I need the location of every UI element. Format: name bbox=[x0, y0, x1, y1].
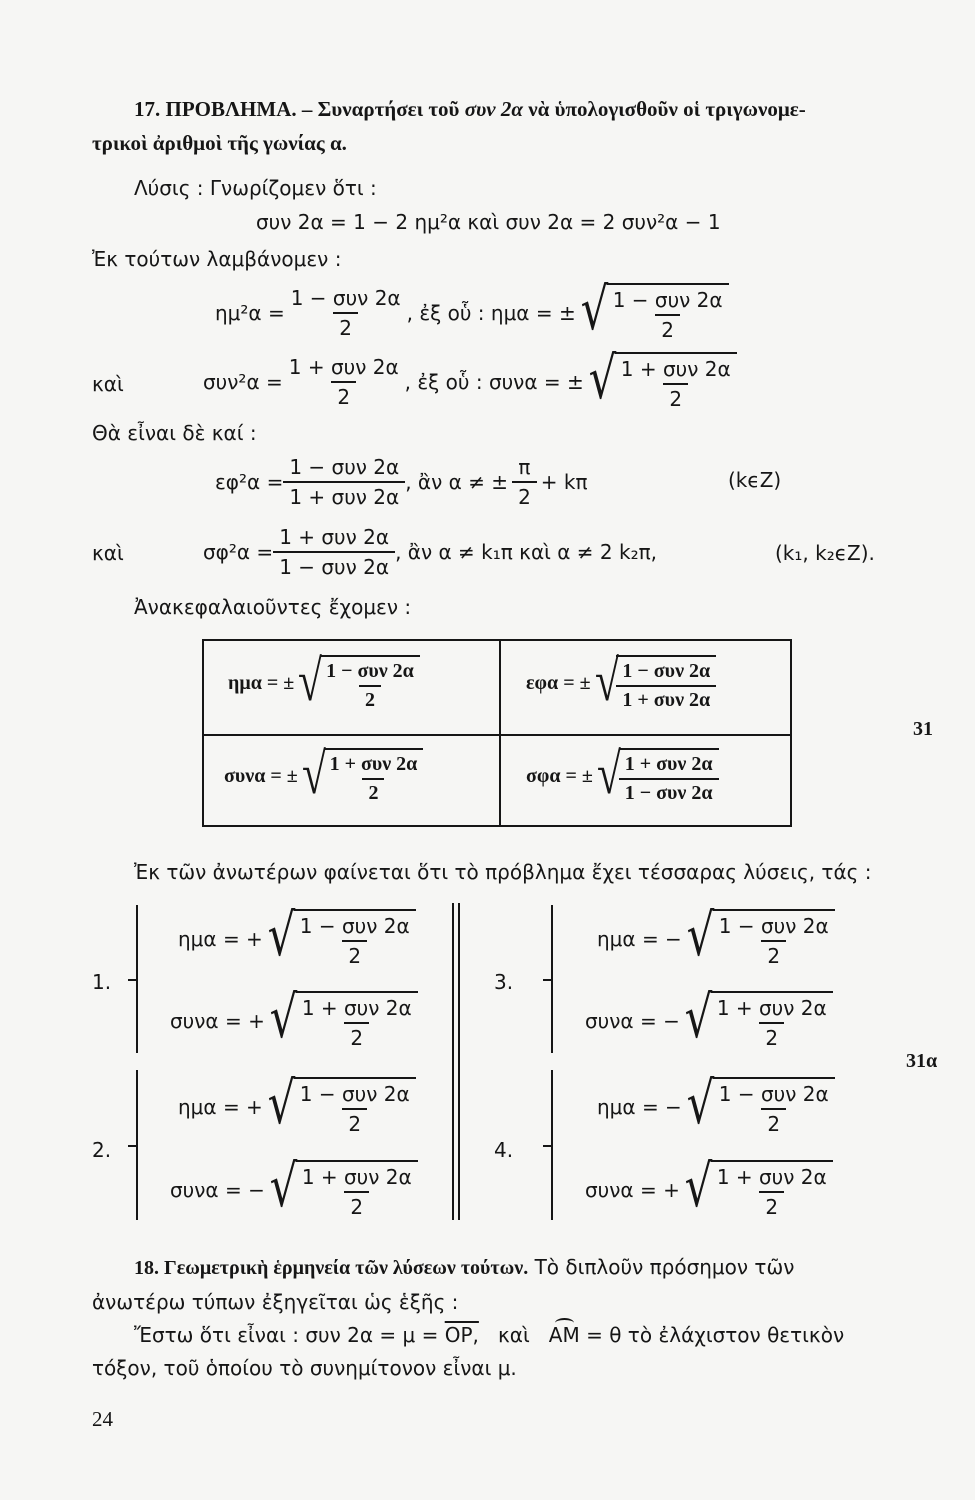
eq3-pi: π bbox=[518, 455, 531, 479]
case-lhs: ημα = − bbox=[597, 1094, 682, 1119]
case4-sin bbox=[597, 1069, 835, 1137]
eq3-denominator: 1 + συν 2α bbox=[283, 481, 405, 509]
equation-cot-squared bbox=[203, 525, 657, 579]
segment-op: OP, bbox=[444, 1323, 479, 1347]
arc-am bbox=[549, 1323, 580, 1347]
cell-lhs: σφα = ± bbox=[526, 765, 593, 787]
case-denominator: 2 bbox=[344, 1022, 369, 1050]
cell-numerator: 1 + συν 2α bbox=[624, 753, 713, 775]
cell-denominator: 2 bbox=[359, 685, 381, 712]
case3-sin bbox=[597, 901, 835, 969]
summary-intro: Ἀνακεφαλαιοῦντες ἔχομεν : bbox=[134, 595, 412, 619]
double-rule bbox=[452, 903, 454, 1220]
eq4-set: (k₁, k₂ϵZ). bbox=[775, 541, 875, 565]
section18-line2: ἀνωτέρω τύπων ἐξηγεῖται ὡς ἑξῆς : bbox=[92, 1290, 459, 1314]
brace-icon bbox=[136, 905, 146, 1053]
page-number: 24 bbox=[92, 1407, 113, 1431]
case-label: 3. bbox=[494, 970, 514, 994]
problem-heading bbox=[134, 97, 806, 122]
case-numerator: 1 + συν 2α bbox=[301, 996, 412, 1020]
double-rule bbox=[458, 903, 460, 1220]
table-divider bbox=[204, 734, 790, 736]
case-denominator: 2 bbox=[342, 940, 367, 968]
sqrt-icon: √ $\frac{\text{1 + συν 2α}}{2}$ bbox=[584, 352, 737, 411]
brace-icon bbox=[551, 905, 561, 1053]
case-lhs: ημα = + bbox=[178, 1094, 263, 1119]
eq2-numerator: 1 + συν 2α bbox=[288, 354, 399, 379]
arc-label: AM bbox=[548, 1323, 580, 1347]
equation-tan-squared bbox=[215, 455, 588, 509]
equation-number-31a: 31α bbox=[906, 1050, 938, 1072]
cell-lhs: εφα = ± bbox=[526, 672, 591, 694]
case-denominator: 2 bbox=[761, 1108, 786, 1136]
line3-c: = θ τὸ ἐλάχιστον θετικὸν bbox=[586, 1323, 845, 1347]
eq1-middle: , ἐξ οὗ : ημα = ± bbox=[406, 300, 576, 325]
brace-icon bbox=[551, 1070, 561, 1220]
case-numerator: 1 − συν 2α bbox=[299, 914, 410, 938]
case-denominator: 2 bbox=[344, 1191, 369, 1219]
eq1-numerator: 1 − συν 2α bbox=[290, 285, 401, 310]
equation-number-31: 31 bbox=[913, 718, 933, 740]
sqrt-icon: √ $\frac{\text{1 + συν 2α}}{2}$ bbox=[298, 748, 424, 805]
cell-lhs: συνα = ± bbox=[224, 765, 298, 787]
cell-numerator: 1 − συν 2α bbox=[622, 660, 711, 682]
equation-sin-squared bbox=[215, 275, 729, 343]
case-label: 1. bbox=[92, 970, 112, 994]
eq1-root-numerator: 1 − συν 2α bbox=[612, 288, 723, 312]
section18-heading bbox=[134, 1255, 794, 1280]
eq2-middle: , ἐξ οὗ : συνα = ± bbox=[404, 369, 584, 394]
sqrt-icon: √ $\frac{\text{1 − συν 2α}}{2}$ bbox=[263, 1077, 416, 1136]
sqrt-icon: √ $\frac{\text{1 + συν 2α}}{2}$ bbox=[680, 991, 833, 1050]
sqrt-icon: √ $\frac{\text{1 − συν 2α}}{2}$ bbox=[294, 655, 420, 712]
sqrt-icon: √ $\frac{\text{1 − συν 2α}}{2}$ bbox=[682, 909, 835, 968]
solutions-intro: Ἐκ τῶν ἀνωτέρων φαίνεται ὅτι τὸ πρόβλημα ἔχει τέσσαρας λύσεις, τάς : bbox=[134, 860, 872, 884]
problem-heading-rest: νὰ ὑπολογισθοῦν οἱ τριγωνομε- bbox=[528, 97, 806, 121]
case1-cos bbox=[170, 983, 418, 1051]
case-denominator: 2 bbox=[342, 1108, 367, 1136]
cell-lhs: ημα = ± bbox=[228, 672, 295, 694]
eq3-set: (kϵZ) bbox=[728, 468, 782, 492]
case-numerator: 1 − συν 2α bbox=[718, 914, 829, 938]
eq1-root-denominator: 2 bbox=[655, 314, 680, 342]
case-lhs: συνα = − bbox=[585, 1008, 680, 1033]
case2-sin bbox=[178, 1069, 416, 1137]
known-identities: συν 2α = 1 − 2 ημ²α καὶ συν 2α = 2 συν²α − 1 bbox=[256, 210, 721, 234]
problem-heading-text: 17. ΠΡΟΒΛΗΜΑ. – Συναρτήσει τοῦ bbox=[134, 97, 460, 121]
sqrt-icon: √ $\frac{\text{1 + συν 2α}}{2}$ bbox=[265, 991, 418, 1050]
sqrt-icon: √ $\frac{\text{1 − συν 2α}}{2}$ bbox=[263, 909, 416, 968]
case-numerator: 1 − συν 2α bbox=[718, 1082, 829, 1106]
table-cell-cot bbox=[526, 741, 719, 806]
cell-numerator: 1 − συν 2α bbox=[326, 660, 414, 682]
case-numerator: 1 + συν 2α bbox=[716, 1165, 827, 1189]
sqrt-icon: √ $\frac{\text{1 − συν 2α}}{2}$ bbox=[682, 1077, 835, 1136]
eq4-condition: , ἂν α ≠ k₁π καὶ α ≠ 2 k₂π, bbox=[395, 540, 657, 564]
section18-line3 bbox=[134, 1323, 844, 1347]
eq3-condition: , ἂν α ≠ ± bbox=[405, 470, 509, 494]
case-label: 2. bbox=[92, 1138, 112, 1162]
case-denominator: 2 bbox=[759, 1191, 784, 1219]
eq2-root-denominator: 2 bbox=[663, 383, 688, 411]
table-cell-sin bbox=[228, 648, 420, 713]
case-denominator: 2 bbox=[759, 1022, 784, 1050]
table-divider bbox=[499, 641, 501, 825]
cell-denominator: 1 − συν 2α bbox=[619, 778, 719, 805]
problem-heading-line2: τρικοὶ ἀριθμοὶ τῆς γωνίας α. bbox=[92, 131, 347, 155]
table-cell-cos bbox=[224, 741, 423, 806]
cell-numerator: 1 + συν 2α bbox=[329, 753, 418, 775]
case-lhs: συνα = − bbox=[170, 1177, 265, 1202]
section18-line4: τόξον, τοῦ ὁποίου τὸ συνημίτονον εἶναι μ. bbox=[92, 1356, 517, 1380]
eq1-lhs: ημ²α = bbox=[215, 300, 285, 325]
case-lhs: συνα = + bbox=[585, 1177, 680, 1202]
case-numerator: 1 + συν 2α bbox=[716, 996, 827, 1020]
brace-icon bbox=[136, 1070, 146, 1220]
eq3-kpi: + kπ bbox=[540, 470, 588, 494]
eq4-denominator: 1 − συν 2α bbox=[273, 551, 395, 579]
case-numerator: 1 + συν 2α bbox=[301, 1165, 412, 1189]
case-label: 4. bbox=[494, 1138, 514, 1162]
eq2-root-numerator: 1 + συν 2α bbox=[620, 357, 731, 381]
eq2-lhs: συν²α = bbox=[203, 369, 283, 394]
section18-heading-rest: Τὸ διπλοῦν πρόσημον τῶν bbox=[534, 1255, 795, 1279]
case-lhs: συνα = + bbox=[170, 1008, 265, 1033]
eq4-numerator: 1 + συν 2α bbox=[279, 525, 390, 549]
table-cell-tan bbox=[526, 648, 716, 713]
eq3-lhs: εφ²α = bbox=[215, 470, 284, 494]
case-numerator: 1 − συν 2α bbox=[299, 1082, 410, 1106]
sqrt-icon: √ $\frac{\text{1 − συν 2α}}{2}$ bbox=[576, 283, 729, 342]
eq3-two: 2 bbox=[512, 481, 537, 509]
line3-a: Ἔστω ὅτι εἶναι : συν 2α = μ = bbox=[134, 1323, 439, 1347]
sqrt-icon: √ $\frac{\text{1 − συν 2α}}{\text{1 + συν 2α}}$ bbox=[591, 655, 717, 712]
will-be-text: Θὰ εἶναι δὲ καί : bbox=[92, 421, 257, 445]
eq2-denominator: 2 bbox=[331, 381, 356, 409]
eq3-numerator: 1 − συν 2α bbox=[289, 455, 400, 479]
arc-icon bbox=[555, 1318, 574, 1328]
kai-label: καὶ bbox=[92, 541, 124, 565]
cell-denominator: 2 bbox=[362, 778, 384, 805]
case1-sin bbox=[178, 901, 416, 969]
case-denominator: 2 bbox=[761, 940, 786, 968]
eq1-denominator: 2 bbox=[333, 312, 358, 340]
sqrt-icon: √ $\frac{\text{1 + συν 2α}}{2}$ bbox=[680, 1160, 833, 1219]
sqrt-icon: √ $\frac{\text{1 + συν 2α}}{\text{1 − συν 2α}}$ bbox=[593, 748, 719, 805]
eq4-lhs: σφ²α = bbox=[203, 540, 274, 564]
case2-cos bbox=[170, 1152, 418, 1220]
sqrt-icon: √ $\frac{\text{1 + συν 2α}}{2}$ bbox=[265, 1160, 418, 1219]
case4-cos bbox=[585, 1152, 833, 1220]
case-lhs: ημα = − bbox=[597, 926, 682, 951]
summary-table bbox=[202, 639, 792, 827]
kai-label: καὶ bbox=[92, 372, 124, 396]
case-lhs: ημα = + bbox=[178, 926, 263, 951]
section18-title: 18. Γεωμετρικὴ ἑρμηνεία τῶν λύσεων τούτων. bbox=[134, 1257, 529, 1279]
line3-b: καὶ bbox=[497, 1323, 530, 1347]
problem-heading-math: συν 2α bbox=[464, 97, 523, 121]
cell-denominator: 1 + συν 2α bbox=[616, 685, 716, 712]
solution-intro: Λύσις : Γνωρίζομεν ὅτι : bbox=[134, 176, 377, 200]
case3-cos bbox=[585, 983, 833, 1051]
equation-cos-squared bbox=[203, 344, 737, 412]
from-these-text: Ἐκ τούτων λαμβάνομεν : bbox=[92, 247, 342, 271]
